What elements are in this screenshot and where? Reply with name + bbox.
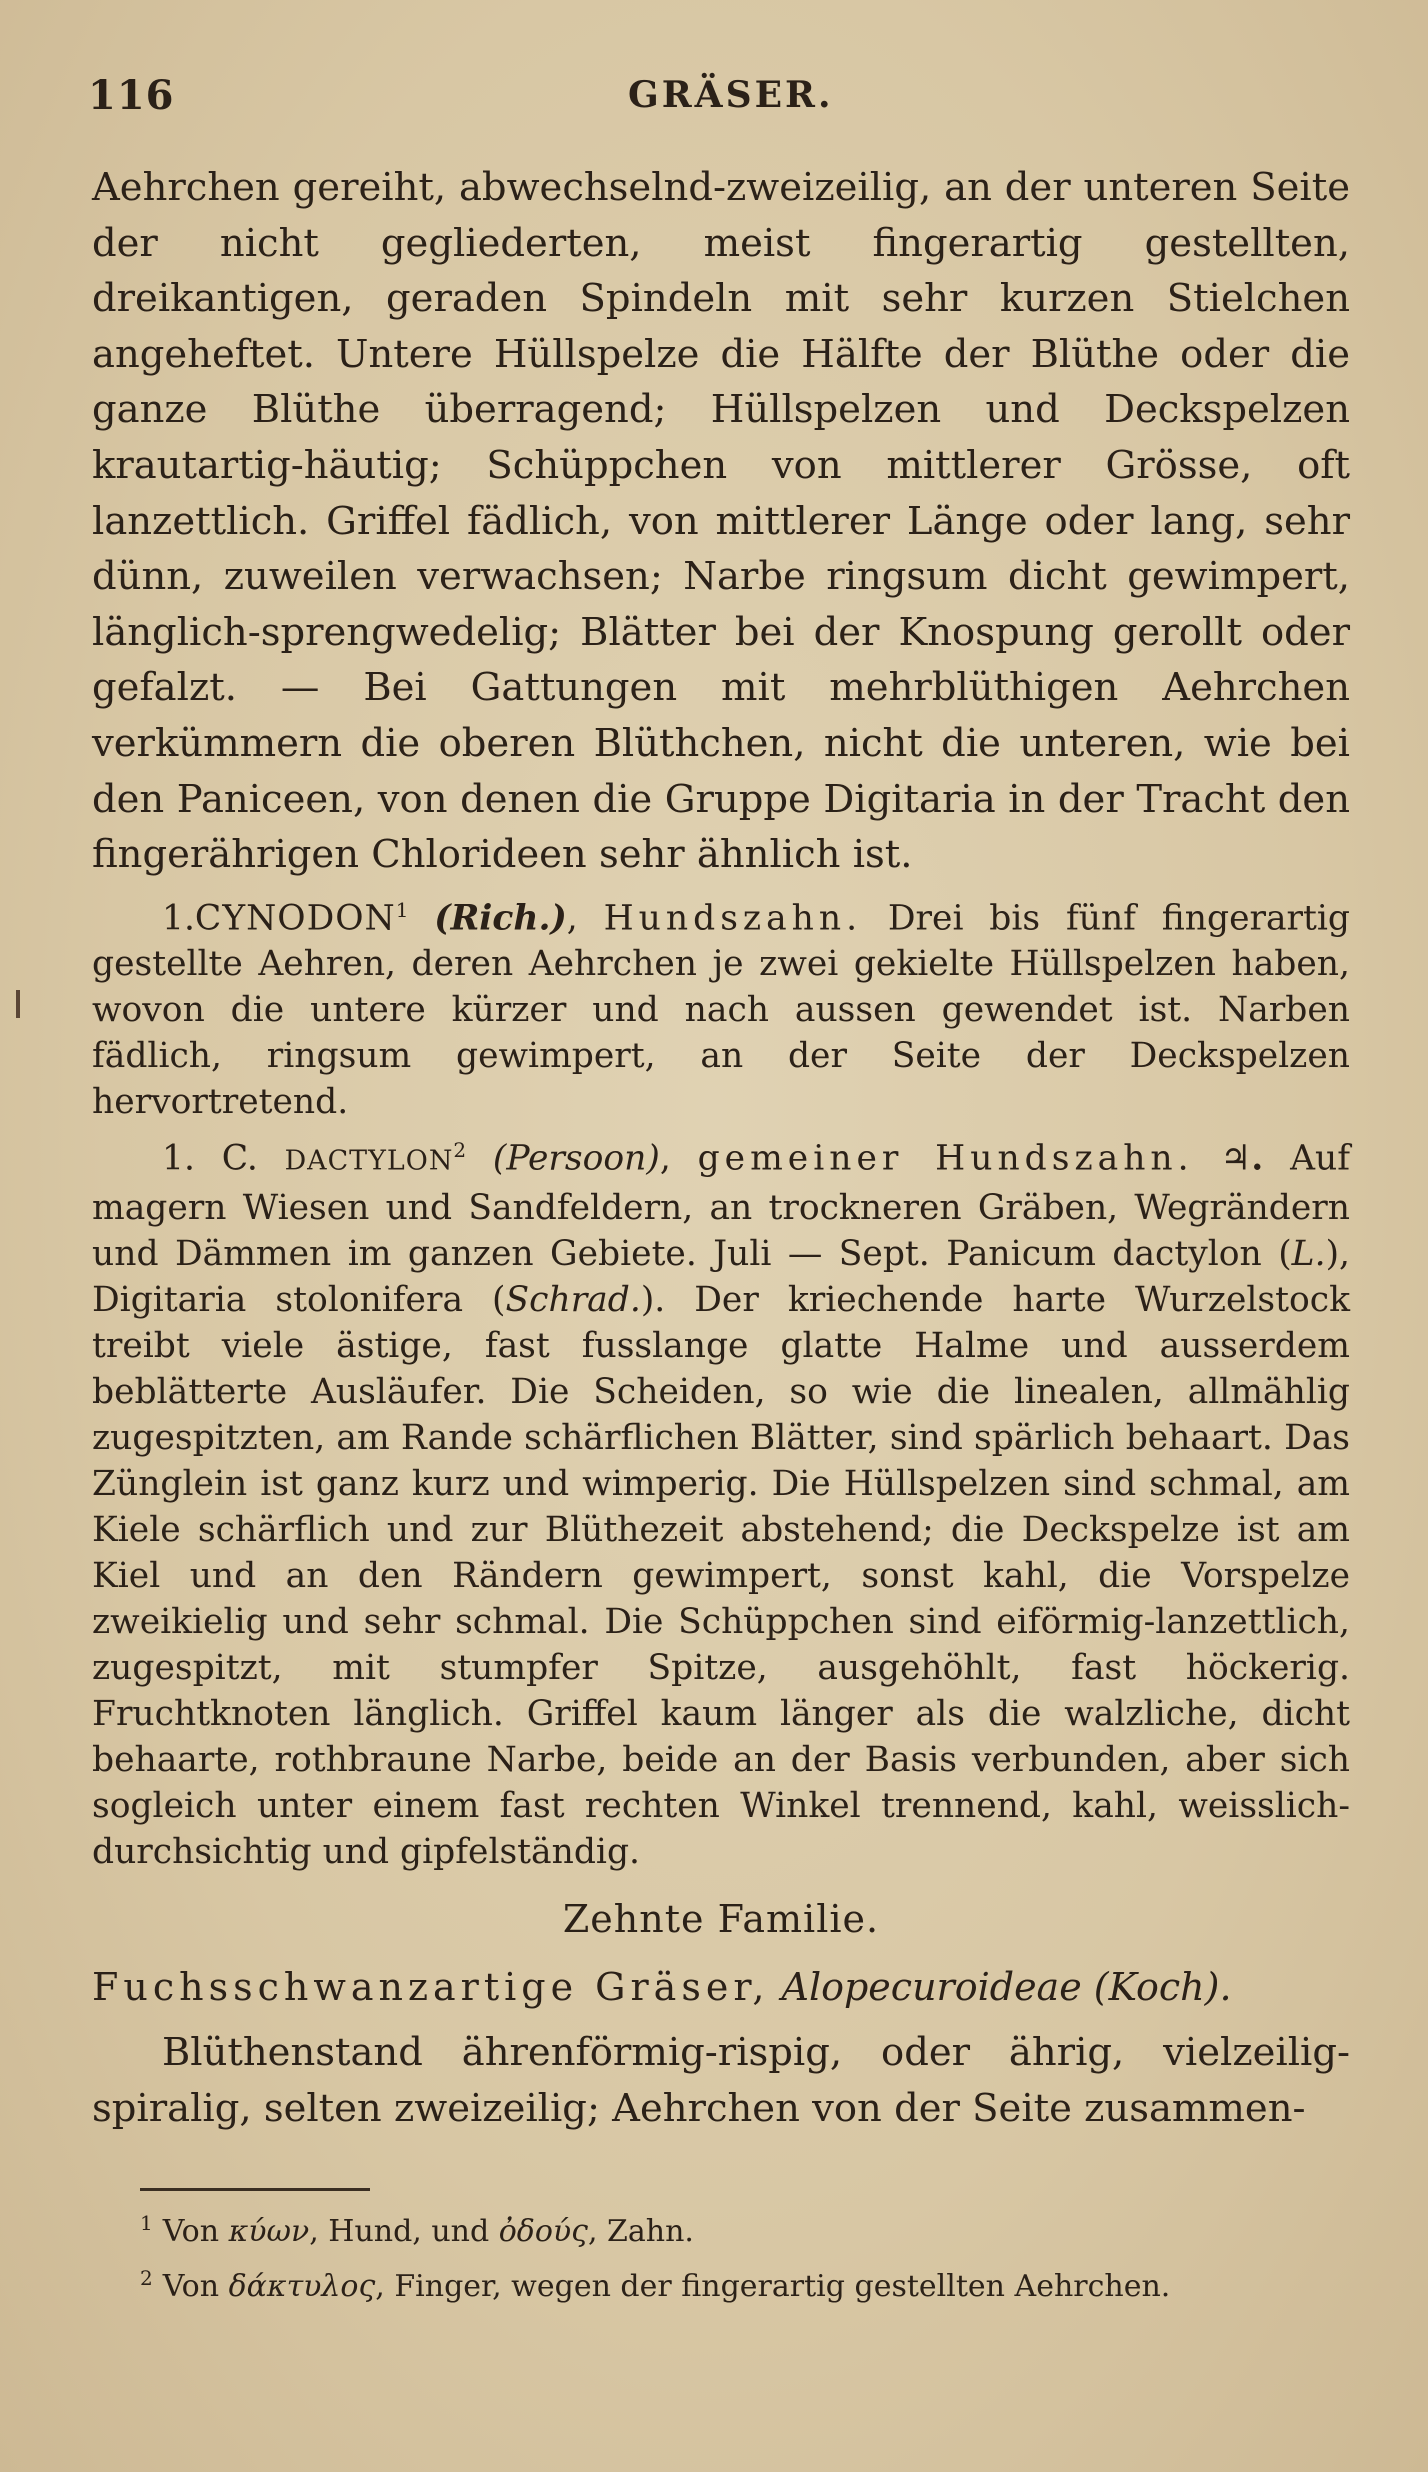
family-name (92, 1957, 1350, 2017)
genus-common-name: Hundszahn. (603, 898, 863, 939)
continuation-paragraph: Aehrchen gereiht, abwechselnd-zweizeilig, an der unteren Seite der nicht gegliederten, meist fingerartig gestellten, dreikantigen, geraden Spindeln mit sehr kurzen Stielchen angeheftet. Untere Hüllspelze die Hälfte der Blüthe oder die ganze Blüthe überragend; Hüllspelzen und Deckspelzen krautartig-häutig; Schüppchen von mittlerer Grösse, oft lanzettlich. Griffel fädlich, von mittlerer Länge oder lang, sehr dünn, zuweilen verwachsen; Narbe ringsum dicht gewimpert, länglich-sprengwedelig; Blätter bei der Knospung gerollt oder gefalzt. — Bei Gattungen mit mehrblüthigen Aehrchen verkümmern die oberen Blüthchen, nicht die unteren, wie bei den Paniceen, von denen die Gruppe Digitaria in der Tracht den fingerährigen Chlorideen sehr ähnlich ist. (92, 165, 1350, 878)
footnote-1 (140, 2200, 1360, 2255)
family-description: Blüthenstand ährenförmig-rispig, oder ährig, vielzeilig-spiralig, selten zweizeilig; Aehrchen von der Seite zusammen- (92, 2029, 1350, 2131)
footnote-1-greek: κύων (228, 2214, 310, 2249)
footnote-1-mark: 1 (140, 2211, 153, 2235)
family-name-latin: Alopecuroideae (781, 1964, 1082, 2009)
footnote-1-greek-2: ὀδούς (498, 2214, 588, 2249)
genus-name: CYNODON (194, 898, 396, 939)
synonym-author-schrader: Schrad. (505, 1279, 641, 1320)
page-number: 116 (88, 72, 175, 119)
species-text-2: ), Digitaria stolonifera ( (92, 1233, 1350, 1320)
genus-author: (Rich.) (434, 898, 567, 939)
footnote-2-greek: δάκτυλος (228, 2269, 376, 2304)
species-common-name: gemeiner Hundszahn. (697, 1138, 1194, 1179)
footnote-1-text-middle: , Hund, und (309, 2214, 499, 2249)
footnote-1-text-after: , Zahn. (587, 2214, 694, 2249)
family-author: (Koch). (1093, 1964, 1232, 2009)
synonym-author-linnaeus: L. (1291, 1233, 1326, 1274)
footnotes (140, 2200, 1360, 2310)
genus-footnote-ref: 1 (395, 897, 409, 922)
footnote-2-mark: 2 (140, 2266, 153, 2290)
species-genus-abbr: C. (221, 1138, 258, 1179)
genus-description: Drei bis fünf fingerartig gestellte Aehren, deren Aehrchen je zwei gekielte Hüllspelzen haben, wovon die untere kürzer und nach aussen gewendet ist. Narben fädlich, ringsum gewimpert, an der Seite der Deckspelzen hervortretend. (92, 898, 1351, 1123)
footnote-1-text-before: Von (162, 2214, 229, 2249)
footnote-2 (140, 2255, 1360, 2310)
species-footnote-ref: 2 (453, 1138, 467, 1163)
page-body (92, 160, 1350, 2137)
footnote-rule (140, 2188, 370, 2191)
species-entry: 1. C. DACTYLON$^2$ (Persoon), gemeiner Hundszahn. ♃. Auf magern Wiesen und Sandfeldern, an trockneren Gräben, Wegrändern und Dämmen im ganzen Gebiete. Juli — Sept. Panicum dactylon (L.), Digitaria stolonifera (Schrad.). Der kriechende harte Wurzelstock treibt viele ästige, fast fusslange glatte Halme und ausserdem beblätterte Ausläufer. Die Scheiden, so wie die linealen, allmählig zugespitzten, am Rande schärflichen Blätter, sind spärlich behaart. Das Zünglein ist ganz kurz und wimperig. Die Hüllspelzen sind schmal, am Kiele schärflich und zur Blüthezeit abstehend; die Deckspelze ist am Kiel und an den Rändern gewimpert, sonst kahl, die Vorspelze zweikielig und sehr schmal. Die Schüppchen sind eiförmig-lanzettlich, zugespitzt, mit stumpfer Spitze, ausgehöhlt, fast höckerig. Fruchtknoten länglich. Griffel kaum länger als die walzliche, dicht behaarte, rothbraune Narbe, beide an der Basis verbunden, aber sich sogleich unter einem fast rechten Winkel trennend, kahl, weisslich-durchsichtig und gipfelständig. (92, 1138, 1350, 1872)
footnote-2-text-after: , Finger, wegen der fingerartig gestellten Aehrchen. (375, 2269, 1171, 2304)
margin-mark (16, 990, 20, 1018)
genus-number: 1. (162, 898, 195, 939)
family-title: Zehnte Familie. (562, 1896, 880, 1941)
footnote-2-text-before: Von (162, 2269, 229, 2304)
perennial-symbol: ♃. (1220, 1138, 1264, 1179)
page-header (88, 72, 1348, 122)
species-number: 1. (162, 1138, 195, 1179)
family-name-german: Fuchsschwanzartige Gräser, (92, 1964, 770, 2009)
genus-entry: 1.CYNODON$^1$ (Rich.), Hundszahn. Drei bis fünf fingerartig gestellte Aehren, deren Aehrchen je zwei gekielte Hüllspelzen haben, wovon die untere kürzer und nach aussen gewendet ist. Narben fädlich, ringsum gewimpert, an der Seite der Deckspelzen hervortretend. (92, 897, 1351, 1123)
species-text-1: Auf magern Wiesen und Sandfeldern, an trockneren Gräben, Wegrändern und Dämmen im ganzen Gebiete. Juli — Sept. Panicum dactylon ( (92, 1138, 1350, 1274)
species-text-3: ). Der kriechende harte Wurzelstock treibt viele ästige, fast fusslange glatte Halme und ausserdem beblätterte Ausläufer. Die Scheiden, so wie die linealen, allmählig zugespitzten, am Rande schärflichen Blätter, sind spärlich behaart. Das Zünglein ist ganz kurz und wimperig. Die Hüllspelzen sind schmal, am Kiele schärflich und zur Blüthezeit abstehend; die Deckspelze ist am Kiel und an den Rändern gewimpert, sonst kahl, die Vorspelze zweikielig und sehr schmal. Die Schüppchen sind eiförmig-lanzettlich, zugespitzt, mit stumpfer Spitze, ausgehöhlt, fast höckerig. Fruchtknoten länglich. Griffel kaum länger als die walzliche, dicht behaarte, rothbraune Narbe, beide an der Basis verbunden, aber sich sogleich unter einem fast rechten Winkel trennend, kahl, weisslich-durchsichtig und gipfelständig. (92, 1279, 1350, 1872)
species-author: (Persoon) (492, 1138, 660, 1179)
species-epithet: DACTYLON (284, 1145, 454, 1177)
running-title: GRÄSER. (628, 74, 834, 116)
